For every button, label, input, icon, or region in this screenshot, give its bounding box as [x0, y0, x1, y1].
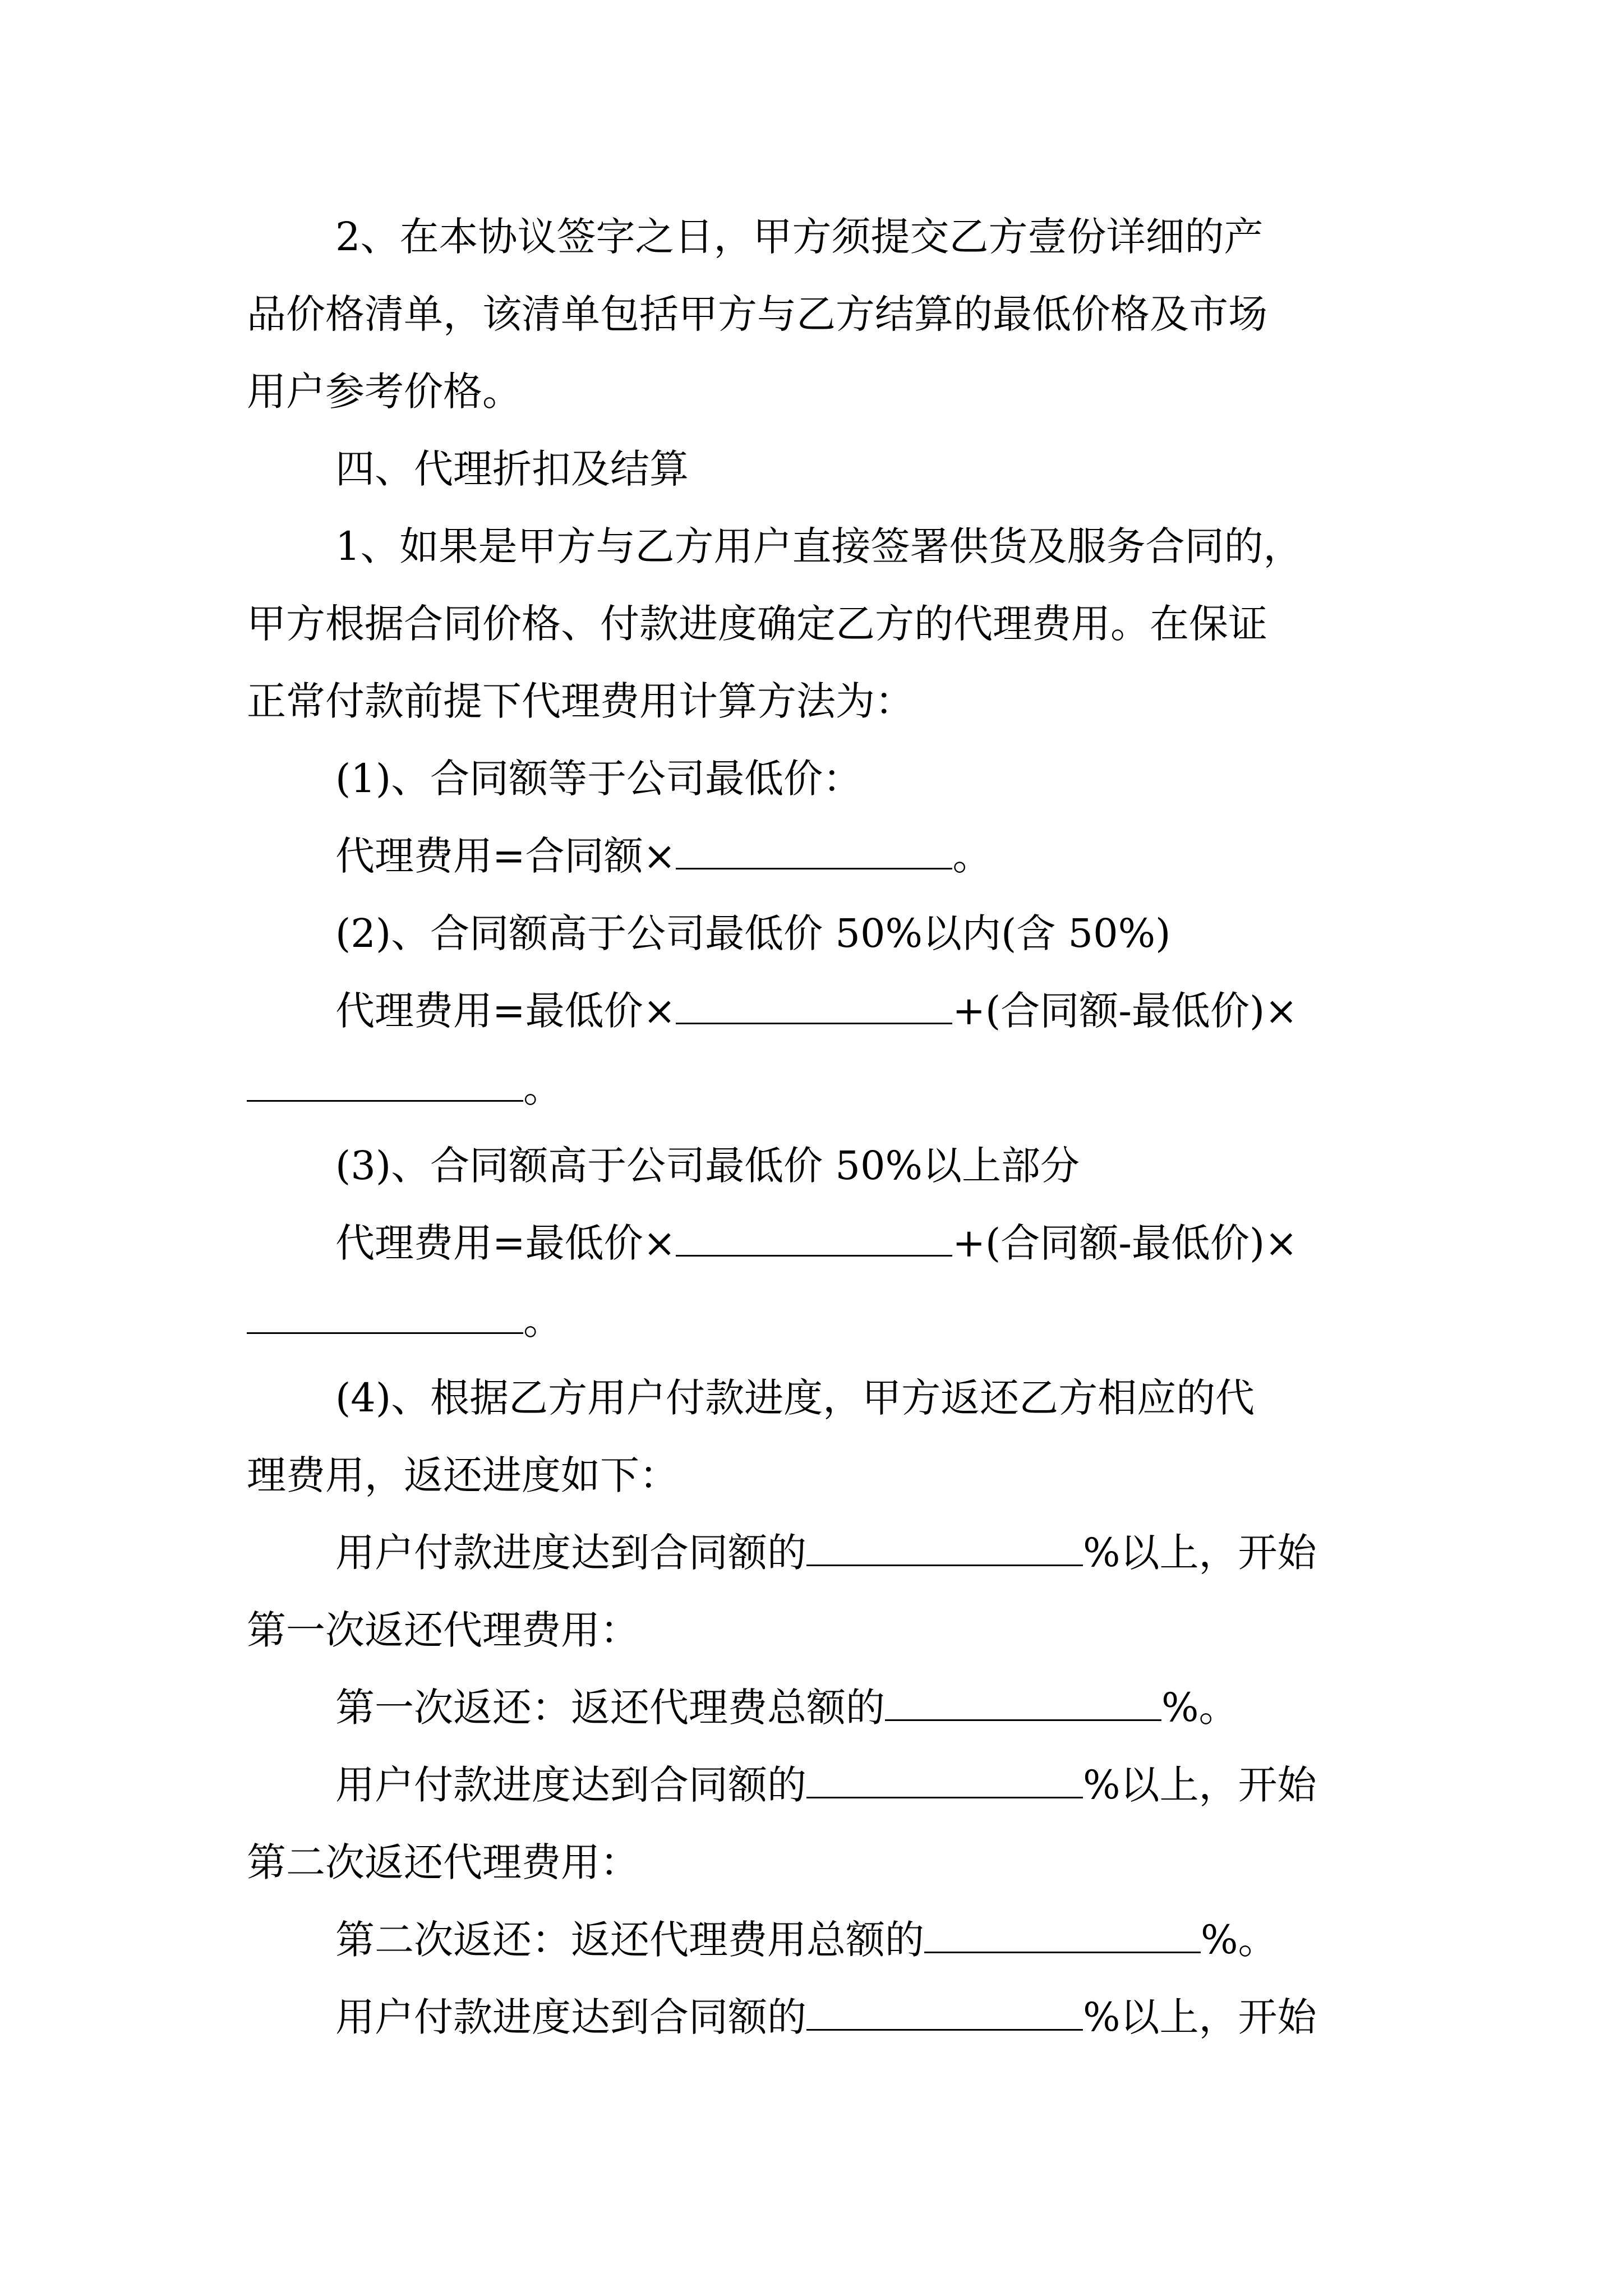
- fill-in-blank[interactable]: [924, 1917, 1201, 1953]
- line-text: (1)、合同额等于公司最低价：: [335, 756, 863, 802]
- fill-in-blank[interactable]: [247, 1297, 523, 1334]
- line-text: 用户付款进度达到合同额的: [335, 1762, 806, 1808]
- line-text: (3)、合同额高于公司最低价 50%以上部分: [335, 1143, 1080, 1189]
- paragraph-line: [335, 209, 1264, 265]
- formula-line: [247, 1060, 562, 1116]
- clause-line: [335, 751, 862, 807]
- line-text: 甲方根据合同价格、付款进度确定乙方的代理费用。在保证: [247, 601, 1267, 647]
- line-text: 第二次返还代理费用：: [247, 1839, 639, 1885]
- fill-in-blank[interactable]: [676, 833, 952, 869]
- line-text: %以上，开始: [1083, 1762, 1317, 1808]
- line-text: 。: [952, 833, 992, 879]
- clause-line: [335, 1370, 1255, 1426]
- line-text: 第一次返还：返还代理费总额的: [335, 1685, 885, 1731]
- refund-line: [335, 1680, 1238, 1736]
- formula-line: [247, 1292, 562, 1349]
- paragraph-line: [247, 596, 1267, 652]
- line-text: 。: [523, 1065, 562, 1111]
- line-text: 代理费用=最低价×: [335, 1220, 676, 1266]
- refund-line: [335, 1912, 1278, 1968]
- paragraph-line: [247, 673, 914, 729]
- line-text: 用户付款进度达到合同额的: [335, 1530, 806, 1576]
- line-text: %。: [1161, 1685, 1238, 1731]
- clause-line: [335, 1138, 1080, 1194]
- line-text: +(合同额-最低价)×: [952, 1220, 1298, 1266]
- line-text: 第二次返还：返还代理费用总额的: [335, 1917, 924, 1963]
- fill-in-blank[interactable]: [885, 1685, 1161, 1721]
- paragraph-line: [335, 518, 1303, 574]
- clause-line: [247, 1447, 679, 1503]
- formula-line: [335, 828, 992, 884]
- fill-in-blank[interactable]: [247, 1065, 523, 1102]
- line-text: 理费用，返还进度如下：: [247, 1452, 679, 1498]
- line-text: 代理费用=合同额×: [335, 833, 676, 879]
- line-text: 2、在本协议签字之日，甲方须提交乙方壹份详细的产: [335, 214, 1264, 260]
- fill-in-blank[interactable]: [676, 1220, 952, 1257]
- line-text: (4)、根据乙方用户付款进度，甲方返还乙方相应的代: [335, 1375, 1255, 1421]
- fill-in-blank[interactable]: [806, 1994, 1083, 2031]
- line-text: 品价格清单，该清单包括甲方与乙方结算的最低价格及市场: [247, 291, 1267, 337]
- fill-in-blank[interactable]: [676, 988, 952, 1024]
- line-text: %。: [1201, 1917, 1278, 1963]
- paragraph-line: [247, 286, 1267, 342]
- refund-line: [247, 1834, 639, 1890]
- fill-in-blank[interactable]: [806, 1762, 1083, 1798]
- line-text: 代理费用=最低价×: [335, 988, 676, 1034]
- line-text: +(合同额-最低价)×: [952, 988, 1298, 1034]
- line-text: %以上，开始: [1083, 1994, 1317, 2040]
- line-text: 用户付款进度达到合同额的: [335, 1994, 806, 2040]
- refund-line: [247, 1602, 639, 1658]
- line-text: %以上，开始: [1083, 1530, 1317, 1576]
- fill-in-blank[interactable]: [806, 1530, 1083, 1566]
- line-text: 。: [523, 1297, 562, 1343]
- formula-line: [335, 1215, 1298, 1271]
- line-text: 1、如果是甲方与乙方用户直接签署供货及服务合同的，: [335, 523, 1303, 569]
- line-text: 第一次返还代理费用：: [247, 1607, 639, 1653]
- refund-line: [335, 1989, 1317, 2045]
- line-text: 用户参考价格。: [247, 369, 522, 415]
- line-text: (2)、合同额高于公司最低价 50%以内(含 50%): [335, 910, 1171, 956]
- refund-line: [335, 1525, 1317, 1581]
- formula-line: [335, 983, 1298, 1039]
- heading-text: 四、代理折扣及结算: [335, 446, 689, 492]
- clause-line: [335, 905, 1170, 961]
- refund-line: [335, 1757, 1317, 1813]
- paragraph-line: [247, 364, 522, 420]
- line-text: 正常付款前提下代理费用计算方法为：: [247, 678, 914, 724]
- section-heading: [335, 441, 689, 497]
